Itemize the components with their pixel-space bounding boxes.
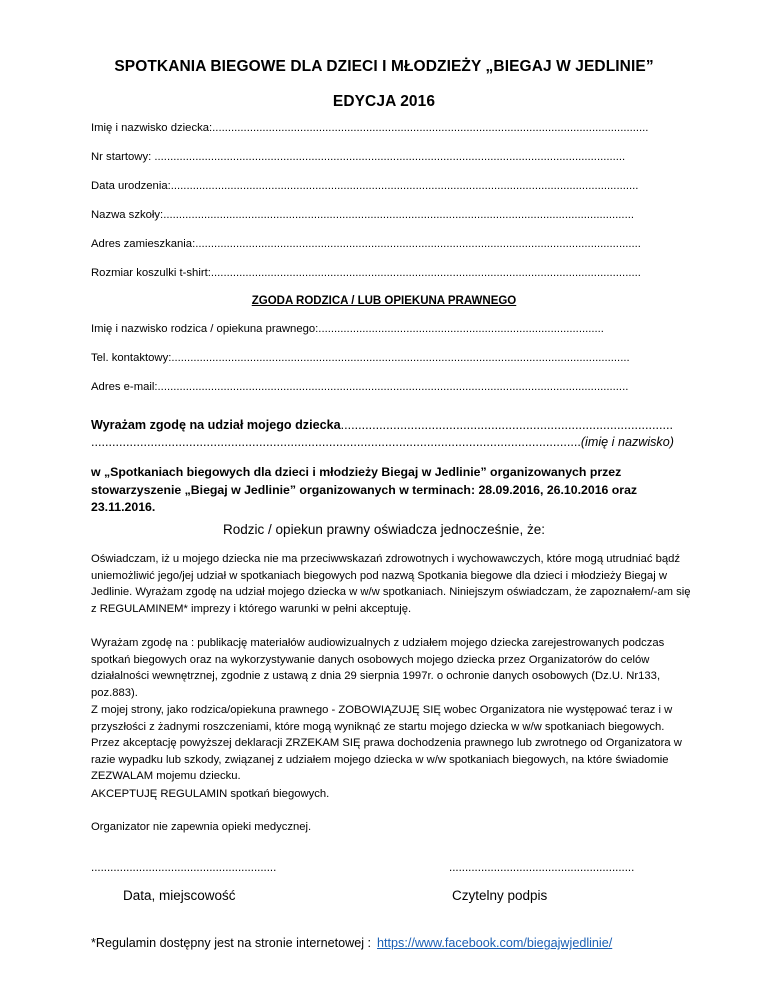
rules-footnote [91,936,612,950]
consent-label: Wyrażam zgodę na udział mojego dziecka [91,418,341,432]
event-paragraph: w „Spotkaniach biegowych dla dzieci i młodzieży Biegaj w Jedlinie” organizowanych przez stowarzyszenie „Biegaj w Jedlinie” organizowanych w terminach: 28.09.2016, 26.10.2016 oraz 23.11.2016. [91,465,638,514]
footnote-text: *Regulamin dostępny jest na stronie internetowej : [91,936,372,950]
email-field: Adres e-mail:...................................................................................................................................................... [91,381,629,393]
media-consent-paragraph: Wyrażam zgodę na : publikację materiałów audiowizualnych z udziałem mojego dziecka zarejestrowanych podczas spotkań biegowych oraz na wykorzystywanie danych osobowych mojego dziecka przez Organizatorów do celów działalności wewnętrznej, zgodnie z ustawą z dnia 29 sierpnia 1997r. o ochronie danych osobowych (Dz.U. Nr133, poz.883). [91,637,665,699]
consent-statement [91,417,691,451]
child-name-dots-2: ............................................................................................................................................ [91,435,581,449]
start-number-field: Nr startowy: ...................................................................................................................................................... [91,151,626,163]
name-hint: (imię i nazwisko) [580,435,674,449]
accept-rules-line: AKCEPTUJĘ REGULAMIN spotkań biegowych. [91,788,330,800]
birth-date-field: Data urodzenia:..................................................................................................................................................... [91,180,639,192]
document-title: SPOTKANIA BIEGOWE DLA DZIECI I MŁODZIEŻY „BIEGAJ W JEDLINIE” [114,58,654,75]
child-name-dots: ............................................................................................... [340,418,674,432]
edition-title: EDYCJA 2016 [332,93,436,110]
health-declaration-paragraph: Oświadczam, iż u mojego dziecka nie ma przeciwwskazań zdrowotnych i wychowawczych, które mogą utrudniać bądź uniemożliwić jego/jej udział w spotkaniach biegowych pod nazwą Spotkania biegowe dla dzieci i młodzieży Biegaj w Jedlinie. Wyrażam zgodę na udział mojego dziecka w w/w spotkaniach. Niniejszym oświadczam, że zapoznałem/-am się z REGULAMINEM* imprezy i którego warunki w pełni akceptuję. [91,553,691,615]
liability-waiver-paragraph: Z mojej strony, jako rodzica/opiekuna prawnego - ZOBOWIĄZUJĘ SIĘ wobec Organizatora nie występować teraz i w przyszłości z żadnymi roszczeniami, które mogą wyniknąć ze startu mojego dziecka w w/w spotkaniach biegowych. Przez akceptację powyższej deklaracji ZRZEKAM SIĘ prawa dochodzenia prawnego lub zwrotnego od Organizatora w razie wypadku lub szkody, związanej z udziałem mojego dziecka w w/w spotkaniach biegowych, na które świadomie ZEZWALAM mojemu dziecku. [91,704,682,783]
phone-field: Tel. kontaktowy:.................................................................................................................................................. [91,352,630,364]
address-field: Adres zamieszkania:.............................................................................................................................................. [91,238,641,250]
signature-label: Czytelny podpis [452,888,548,903]
date-place-label: Data, miejscowość [123,888,236,903]
facebook-link[interactable]: https://www.facebook.com/biegajwjedlinie/ [377,936,613,950]
legible-signature-line: .......................................................... [449,862,635,874]
school-name-field: Nazwa szkoły:...................................................................................................................................................... [91,209,634,221]
child-name-field: Imię i nazwisko dziecka:........................................................................................................................................... [91,122,649,134]
declaration-intro: Rodzic / opiekun prawny oświadcza jednocześnie, że: [223,522,545,537]
parent-name-field: Imię i nazwisko rodzica / opiekuna prawnego:........................................................................................... [91,323,604,335]
no-medical-care-line: Organizator nie zapewnia opieki medycznej. [91,821,312,833]
date-place-signature-line: .......................................................... [91,862,277,874]
parent-consent-heading: ZGODA RODZICA / LUB OPIEKUNA PRAWNEGO [251,295,517,307]
tshirt-size-field: Rozmiar koszulki t-shirt:......................................................................................................................................... [91,267,641,279]
